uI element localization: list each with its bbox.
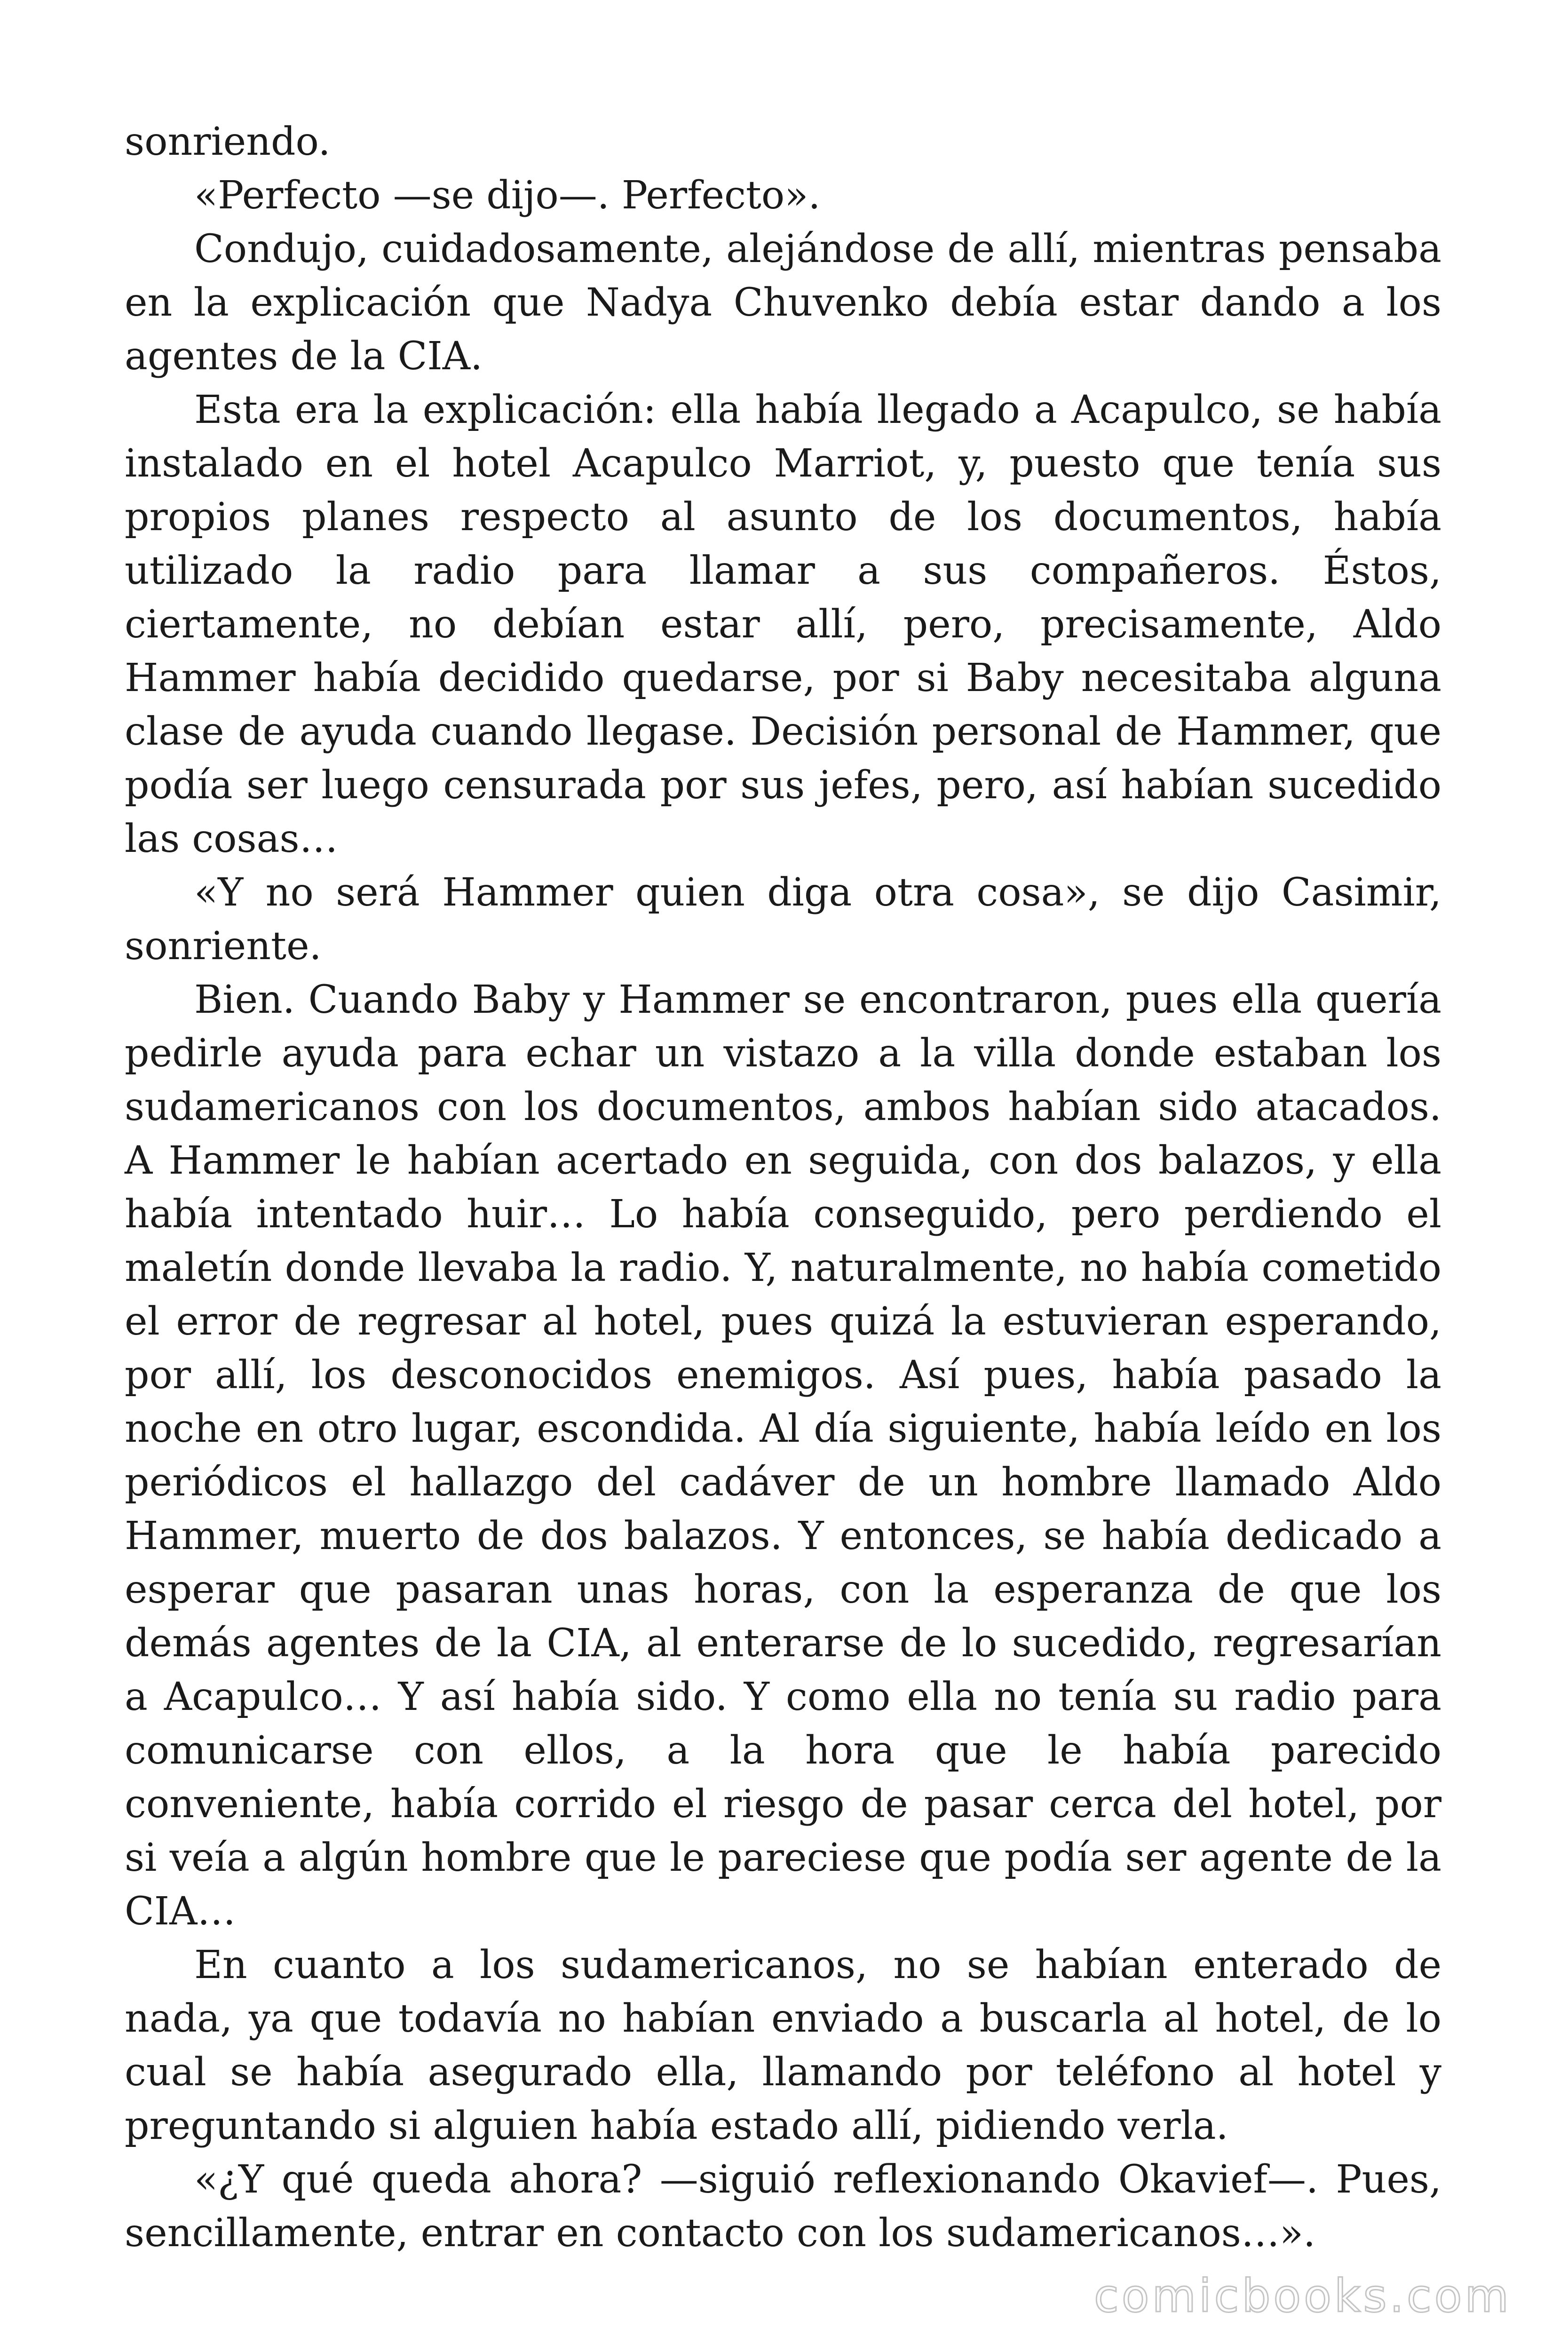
paragraph-continuation: sonriendo. (125, 119, 331, 164)
watermark: comicbooks.com (1093, 2270, 1512, 2322)
paragraph: «Perfecto —se dijo—. Perfecto». (194, 173, 821, 218)
paragraph: «¿Y qué queda ahora? —siguió reflexionando Okavief—. Pues, sencillamente, entrar en contacto con los sudamericanos…». (125, 2157, 1441, 2256)
book-page-text (125, 115, 1441, 2260)
paragraph: «Y no será Hammer quien diga otra cosa», se dijo Casimir, sonriente. (125, 870, 1441, 969)
paragraph: En cuanto a los sudamericanos, no se habían enterado de nada, ya que todavía no habían enviado a buscarla al hotel, de lo cual se había asegurado ella, llamando por teléfono al hotel y preguntando si alguien había estado allí, pidiendo verla. (125, 1943, 1441, 2148)
paragraph: Bien. Cuando Baby y Hammer se encontraron, pues ella quería pedirle ayuda para echar un vistazo a la villa donde estaban los sudamericanos con los documentos, ambos habían sido atacados. A Hammer le habían acertado en seguida, con dos balazos, y ella había intentado huir… Lo había conseguido, pero perdiendo el maletín donde llevaba la radio. Y, naturalmente, no había cometido el error de regresar al hotel, pues quizá la estuvieran esperando, por allí, los desconocidos enemigos. Así pues, había pasado la noche en otro lugar, escondida. Al día siguiente, había leído en los periódicos el hallazgo del cadáver de un hombre llamado Aldo Hammer, muerto de dos balazos. Y entonces, se había dedicado a esperar que pasaran unas horas, con la esperanza de que los demás agentes de la CIA, al enterarse de lo sucedido, regresarían a Acapulco… Y así había sido. Y como ella no tenía su radio para comunicarse con ellos, a la hora que le había parecido conveniente, había corrido el riesgo de pasar cerca del hotel, por si veía a algún hombre que le pareciese que podía ser agente de la CIA… (125, 977, 1441, 1934)
paragraph: Condujo, cuidadosamente, alejándose de allí, mientras pensaba en la explicación que Nadya Chuvenko debía estar dando a los agentes de la CIA. (125, 227, 1441, 379)
paragraph: Esta era la explicación: ella había llegado a Acapulco, se había instalado en el hotel Acapulco Marriot, y, puesto que tenía sus propios planes respecto al asunto de los documentos, había utilizado la radio para llamar a sus compañeros. Éstos, ciertamente, no debían estar allí, pero, precisamente, Aldo Hammer había decidido quedarse, por si Baby necesitaba alguna clase de ayuda cuando llegase. Decisión personal de Hammer, que podía ser luego censurada por sus jefes, pero, así habían sucedido las cosas… (125, 388, 1441, 861)
